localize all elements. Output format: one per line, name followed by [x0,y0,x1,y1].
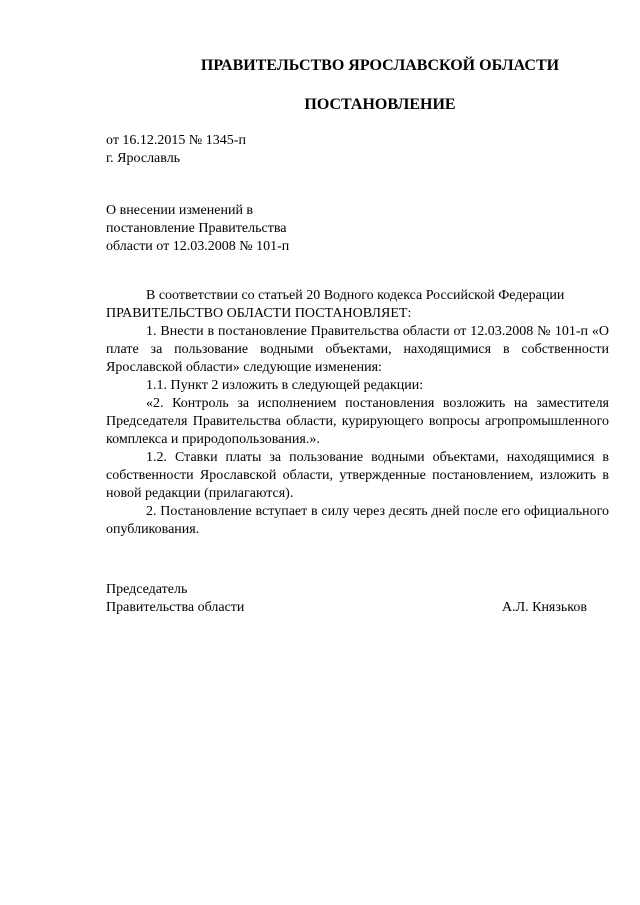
decree-paragraph: ПРАВИТЕЛЬСТВО ОБЛАСТИ ПОСТАНОВЛЯЕТ: [106,306,412,321]
document-body [106,287,609,539]
date-number: от 16.12.2015 № 1345-п [106,133,246,148]
subject-line-2: постановление Правительства [106,221,287,236]
signature-block [106,581,609,617]
item-1-paragraph: 1. Внести в постановление Правительства области от 12.03.2008 № 101-п «О плате за пользование водными объектами, находящимися в собственности Ярославской области» следующие изменения: [106,324,609,375]
organization-title: ПРАВИТЕЛЬСТВО ЯРОСЛАВСКОЙ ОБЛАСТИ [200,57,560,74]
subject-line-3: области от 12.03.2008 № 101-п [106,239,290,254]
preamble-paragraph: В соответствии со статьей 20 Водного кодекса Российской Федерации [146,288,565,303]
document-subject [106,202,289,256]
document-type-title: ПОСТАНОВЛЕНИЕ [304,96,456,113]
document-meta [106,132,246,168]
subject-line-1: О внесении изменений в [106,203,254,218]
signatory-title-line-2: Правительства области [106,600,245,615]
item-1-2-paragraph: 1.2. Ставки платы за пользование водными объектами, находящимися в собственности Ярославской области, утвержденные постановлением, изложить в новой редакции (прилагаются). [106,450,609,501]
signatory-title-line-1: Председатель [106,582,188,597]
city: г. Ярославль [106,151,181,166]
signature-row [106,599,609,617]
item-1-1-text-paragraph: «2. Контроль за исполнением постановления возложить на заместителя Председателя Правительства области, курирующего вопросы агропромышленного комплекса и природопользования.». [106,396,609,447]
item-2-paragraph: 2. Постановление вступает в силу через десять дней после его официального опубликования. [106,504,609,537]
signatory-name: А.Л. Князьков [502,600,587,615]
item-1-1-paragraph: 1.1. Пункт 2 изложить в следующей редакции: [146,378,424,393]
